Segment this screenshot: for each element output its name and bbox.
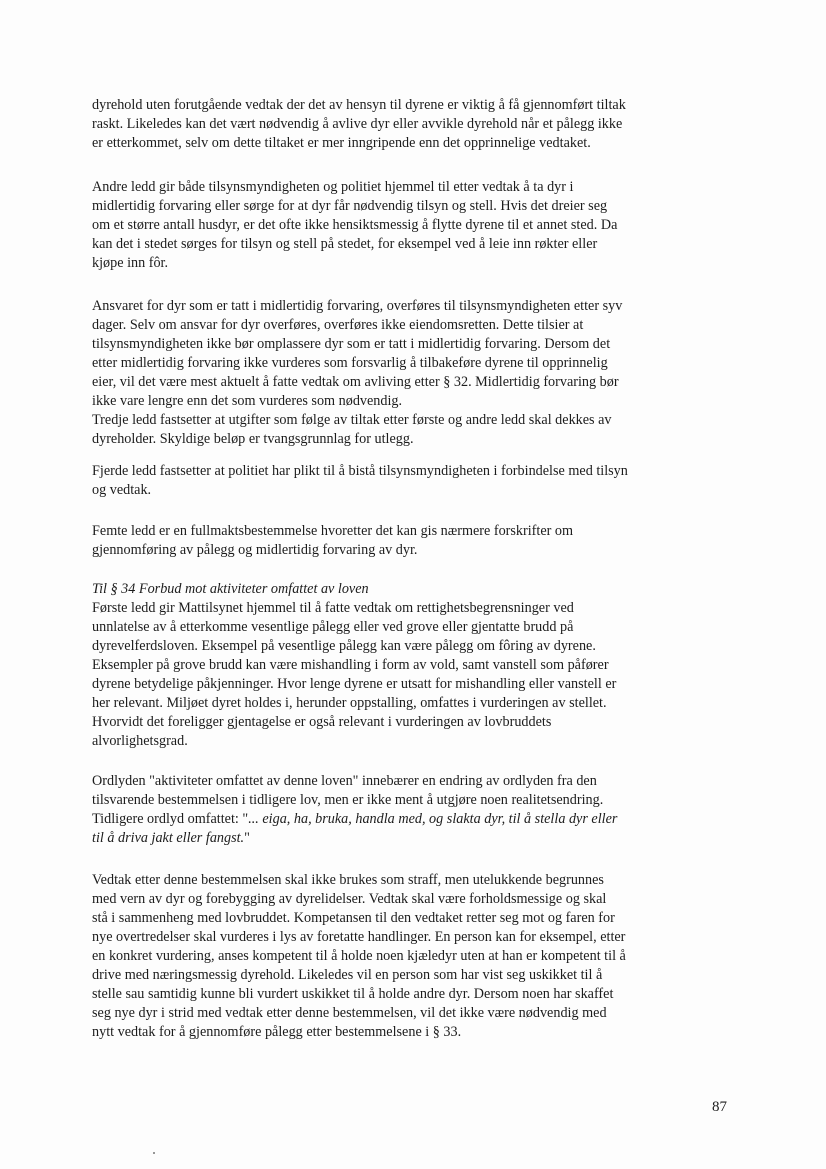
paragraph-3 (92, 297, 732, 449)
paragraph-3-line-4: etter midlertidig forvaring ikke vurderes som forsvarlig å tilbakeføre dyrene til opprinnelig (92, 355, 608, 371)
paragraph-8-line-8: seg nye dyr i strid med vedtak etter denne bestemmelsen, vil det ikke være nødvendig med (92, 1005, 607, 1021)
paragraph-3-line-2: dager. Selv om ansvar for dyr overføres, overføres ikke eiendomsretten. Dette tilsier at (92, 317, 584, 333)
paragraph-6-line-3: dyrevelferdsloven. Eksempel på vesentlige pålegg kan være pålegg om fôring av dyrene. (92, 638, 596, 654)
paragraph-6-line-5: dyrene betydelige påkjenninger. Hvor lenge dyrene er utsatt for mishandling eller vanstell er (92, 676, 617, 692)
paragraph-7-line-2: tilsvarende bestemmelsen i tidligere lov, men er ikke ment å utgjøre noen realitetsendring. (92, 792, 604, 808)
paragraph-8 (92, 871, 732, 1042)
paragraph-3-line-7: Tredje ledd fastsetter at utgifter som følge av tiltak etter første og andre ledd skal dekkes av (92, 412, 612, 428)
scan-artifact-dot (153, 1152, 155, 1154)
paragraph-7-line-3 (92, 810, 732, 829)
paragraph-6-line-6: her relevant. Miljøet dyret holdes i, herunder oppstalling, omfattes i vurderingen av stellet. (92, 695, 607, 711)
paragraph-7 (92, 772, 732, 848)
paragraph-2-line-5: kjøpe inn fôr. (92, 255, 169, 271)
paragraph-1-line-3: er etterkommet, selv om dette tiltaket er mer inngripende enn det opprinnelige vedtaket. (92, 135, 591, 151)
paragraph-5 (92, 522, 732, 560)
paragraph-1-line-1: dyrehold uten forutgående vedtak der det av hensyn til dyrene er viktig å få gjennomført tiltak (92, 97, 626, 113)
quote-close-mark: " (244, 830, 250, 846)
paragraph-6 (92, 580, 732, 751)
paragraph-8-line-6: drive med næringsmessig dyrehold. Likeledes vil en person som har vist seg uskikket til å (92, 967, 603, 983)
paragraph-7-line-3-lead: Tidligere ordlyd omfattet: " (92, 811, 249, 827)
paragraph-8-line-2: med vern av dyr og forebygging av dyrelidelser. Vedtak skal være forholdsmessige og skal (92, 891, 607, 907)
paragraph-8-line-1: Vedtak etter denne bestemmelsen skal ikke brukes som straff, men utelukkende begrunnes (92, 872, 604, 888)
paragraph-8-line-4: nye overtredelser skal vurderes i lys av foretatte handlinger. En person kan for eksempel, etter (92, 929, 626, 945)
paragraph-6-line-2: unnlatelse av å etterkomme vesentlige pålegg eller ved grove eller gjentatte brudd på (92, 619, 574, 635)
paragraph-6-line-1: Første ledd gir Mattilsynet hjemmel til å fatte vedtak om rettighetsbegrensninger ved (92, 600, 574, 616)
paragraph-8-line-7: stelle sau samtidig kunne bli vurdert uskikket til å holde andre dyr. Dersom noen har skaffet (92, 986, 614, 1002)
paragraph-2-line-1: Andre ledd gir både tilsynsmyndigheten og politiet hjemmel til etter vedtak å ta dyr i (92, 179, 574, 195)
paragraph-7-line-4 (92, 829, 732, 848)
paragraph-6-line-4: Eksempler på grove brudd kan være mishandling i form av vold, samt vanstell som påfører (92, 657, 609, 673)
paragraph-3-line-1: Ansvaret for dyr som er tatt i midlertidig forvaring, overføres til tilsynsmyndigheten etter syv (92, 298, 623, 314)
paragraph-8-line-3: stå i sammenheng med lovbruddet. Kompetansen til den vedtaket retter seg mot og faren for (92, 910, 615, 926)
section-heading: Til § 34 Forbud mot aktiviteter omfattet av loven (92, 581, 369, 597)
paragraph-5-line-2: gjennomføring av pålegg og midlertidig forvaring av dyr. (92, 542, 418, 558)
paragraph-6-line-8: alvorlighetsgrad. (92, 733, 188, 749)
page-number: 87 (712, 1099, 727, 1115)
paragraph-4 (92, 462, 732, 500)
paragraph-2-line-2: midlertidig forvaring eller sørge for at dyr får nødvendig tilsyn og stell. Hvis det dreier seg (92, 198, 608, 214)
paragraph-7-line-1: Ordlyden "aktiviteter omfattet av denne loven" innebærer en endring av ordlyden fra den (92, 773, 597, 789)
paragraph-4-line-2: og vedtak. (92, 482, 152, 498)
paragraph-3-line-8: dyreholder. Skyldige beløp er tvangsgrunnlag for utlegg. (92, 431, 414, 447)
paragraph-1-line-2: raskt. Likeledes kan det vært nødvendig å avlive dyr eller avvikle dyrehold når et pålegg ikke (92, 116, 623, 132)
quote-line-2: til å driva jakt eller fangst. (92, 830, 245, 846)
paragraph-6-line-7: Hvorvidt det foreligger gjentagelse er også relevant i vurderingen av lovbruddets (92, 714, 552, 730)
paragraph-2-line-4: kan det i stedet sørges for tilsyn og stell på stedet, for eksempel ved å leie inn røkter eller (92, 236, 598, 252)
paragraph-3-line-3: tilsynsmyndigheten ikke bør omplassere dyr som er tatt i midlertidig forvaring. Dersom det (92, 336, 611, 352)
paragraph-4-line-1: Fjerde ledd fastsetter at politiet har plikt til å bistå tilsynsmyndigheten i forbindelse med tilsyn (92, 463, 628, 479)
paragraph-2-line-3: om et større antall husdyr, er det ofte ikke hensiktsmessig å flytte dyrene til et annet sted. Da (92, 217, 618, 233)
paragraph-8-line-9: nytt vedtak for å gjennomføre pålegg etter bestemmelsene i § 33. (92, 1024, 462, 1040)
paragraph-5-line-1: Femte ledd er en fullmaktsbestemmelse hvoretter det kan gis nærmere forskrifter om (92, 523, 574, 539)
paragraph-1 (92, 96, 732, 153)
paragraph-3-line-6: ikke vare lengre enn det som vurderes som nødvendig. (92, 393, 403, 409)
quote-line-1: ... eiga, ha, bruka, handla med, og slakta dyr, til å stella dyr eller (248, 811, 618, 827)
paragraph-3-line-5: eier, vil det være mest aktuelt å fatte vedtak om avliving etter § 32. Midlertidig forvaring bør (92, 374, 619, 390)
paragraph-2 (92, 178, 732, 273)
paragraph-8-line-5: en konkret vurdering, anses kompetent til å holde noen kjæledyr uten at han er kompetent til å (92, 948, 626, 964)
